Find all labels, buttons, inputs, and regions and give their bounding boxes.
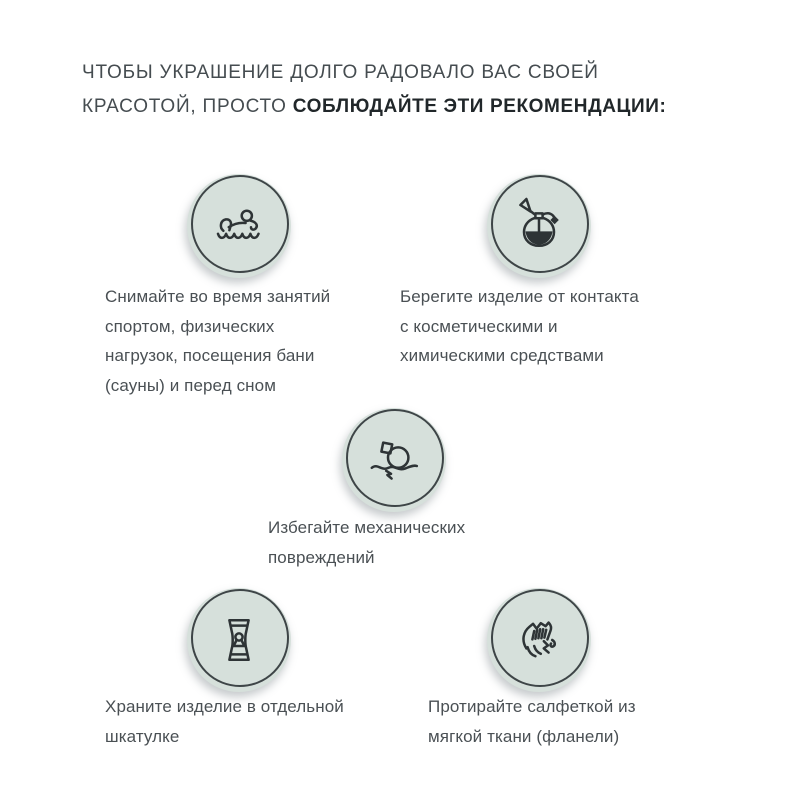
icon-circle-storage bbox=[187, 588, 291, 692]
icon-circle-damage bbox=[342, 408, 446, 512]
icon-circle-sport bbox=[187, 174, 291, 278]
recommendation-text-damage: Избегайте механических повреждений bbox=[268, 518, 466, 567]
jewelry-box-icon bbox=[209, 610, 269, 670]
title-line1: ЧТОБЫ УКРАШЕНИЕ ДОЛГО РАДОВАЛО ВАС СВОЕЙ bbox=[82, 62, 599, 83]
swimmer-icon bbox=[209, 196, 269, 256]
icon-circle-chemicals bbox=[487, 174, 591, 278]
scratched-ring-icon bbox=[364, 430, 424, 490]
title-line2-bold: СОБЛЮДАЙТЕ ЭТИ РЕКОМЕНДАЦИИ: bbox=[292, 95, 667, 117]
polishing-cloth-icon bbox=[509, 610, 569, 670]
page-title bbox=[82, 56, 762, 123]
icon-circle-cleaning bbox=[487, 588, 591, 692]
recommendation-text-cleaning: Протирайте салфеткой из мягкой ткани (фланели) bbox=[428, 697, 636, 746]
title-line2-regular: КРАСОТОЙ, ПРОСТО bbox=[82, 95, 293, 117]
recommendation-text-chemicals: Берегите изделие от контакта с косметическими и химическими средствами bbox=[400, 287, 639, 365]
recommendation-text-sport: Снимайте во время занятий спортом, физических нагрузок, посещения бани (сауны) и перед сном bbox=[105, 287, 331, 395]
recommendation-text-storage: Храните изделие в отдельной шкатулке bbox=[105, 697, 344, 746]
perfume-bottle-icon bbox=[509, 196, 569, 256]
